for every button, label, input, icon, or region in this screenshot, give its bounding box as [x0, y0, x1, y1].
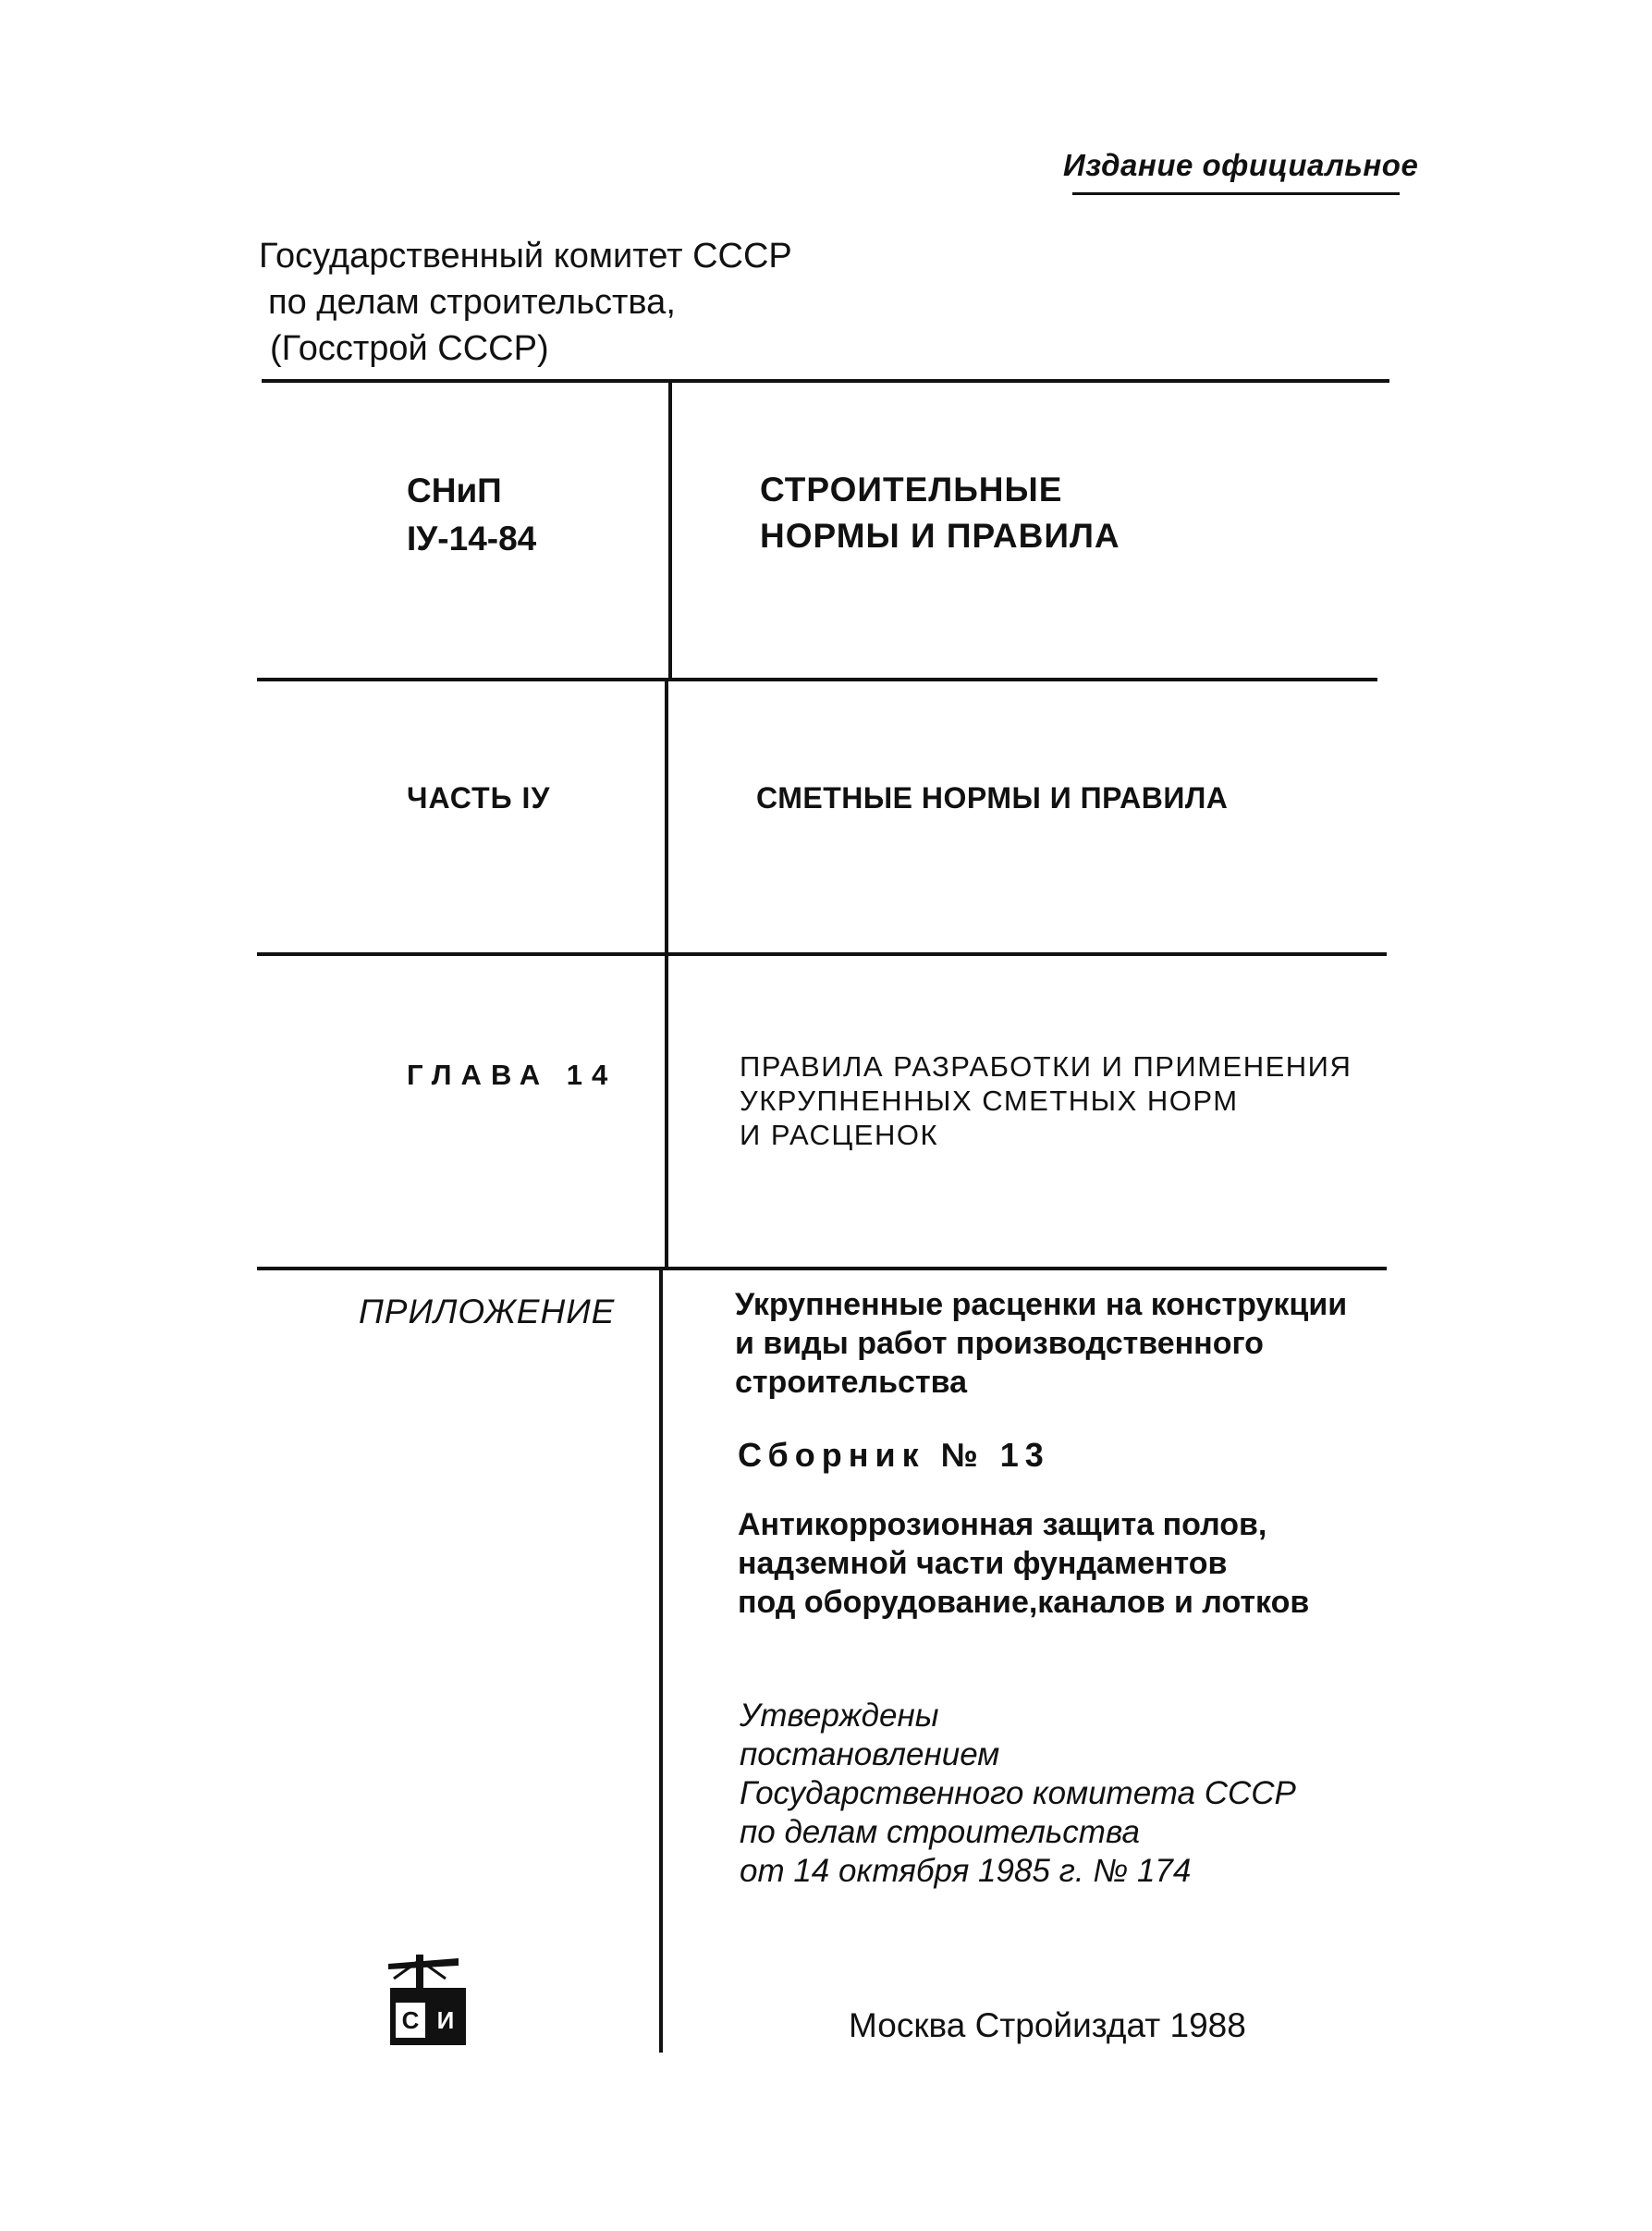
appendix-title: [735, 1285, 1347, 1402]
chapter-title-line-2: УКРУПНЕННЫХ СМЕТНЫХ НОРМ: [740, 1085, 1239, 1117]
approval-line-4: по делам строительства: [740, 1814, 1140, 1850]
approval-line-5: от 14 октября 1985 г. № 174: [740, 1853, 1192, 1889]
chapter-label: ГЛАВА 14: [407, 1059, 618, 1091]
rule-2: [257, 952, 1387, 956]
code-line-1: СНиП: [407, 472, 502, 509]
svg-text:И: И: [436, 2006, 455, 2034]
collection-subject: [738, 1505, 1309, 1622]
subject-line-1: Антикоррозионная защита полов,: [738, 1507, 1267, 1542]
subject-line-3: под оборудование,каналов и лотков: [738, 1585, 1310, 1620]
chapter-title-line-3: И РАСЦЕНОК: [740, 1119, 939, 1151]
appendix-title-line-1: Укрупненные расценки на конструкции: [735, 1287, 1348, 1322]
part-label: ЧАСТЬ IУ: [407, 781, 551, 815]
rule-3: [257, 1267, 1387, 1270]
edition-underline: [1072, 192, 1400, 195]
chapter-title-line-1: ПРАВИЛА РАЗРАБОТКИ И ПРИМЕНЕНИЯ: [740, 1050, 1352, 1083]
approval-line-1: Утверждены: [740, 1698, 939, 1734]
appendix-label: ПРИЛОЖЕНИЕ: [359, 1293, 616, 1330]
edition-label: Издание официальное: [1063, 148, 1419, 182]
publisher-logo: [381, 1951, 473, 2053]
appendix-title-line-3: строительства: [735, 1365, 967, 1400]
approval-line-2: постановлением: [740, 1736, 1000, 1772]
document-title: [760, 467, 1120, 559]
approval-line-3: Государственного комитета СССР: [740, 1775, 1296, 1811]
svg-text:С: С: [401, 2006, 420, 2034]
divider-seg-2: [665, 678, 668, 1269]
appendix-title-line-2: и виды работ производственного: [735, 1326, 1264, 1361]
committee-block: [259, 233, 792, 372]
code-line-2: IУ-14-84: [407, 520, 537, 558]
rule-top: [262, 379, 1389, 383]
committee-line-3: (Госстрой СССР): [270, 329, 549, 368]
committee-line-2: по делам строительства,: [268, 283, 676, 322]
title-line-1: СТРОИТЕЛЬНЫЕ: [760, 471, 1063, 509]
divider-seg-3: [659, 1267, 663, 2053]
document-code: [407, 467, 536, 563]
divider-seg-1: [668, 379, 672, 680]
rule-1: [257, 678, 1377, 681]
part-title: СМЕТНЫЕ НОРМЫ И ПРАВИЛА: [756, 781, 1229, 815]
publisher-imprint: Москва Стройиздат 1988: [849, 2006, 1246, 2044]
chapter-title: [740, 1049, 1352, 1152]
title-line-2: НОРМЫ И ПРАВИЛА: [760, 517, 1120, 555]
approval-note: [740, 1697, 1296, 1891]
subject-line-2: надземной части фундаментов: [738, 1546, 1228, 1581]
committee-line-1: Государственный комитет СССР: [259, 237, 792, 276]
collection-number: Сборник № 13: [738, 1436, 1050, 1474]
